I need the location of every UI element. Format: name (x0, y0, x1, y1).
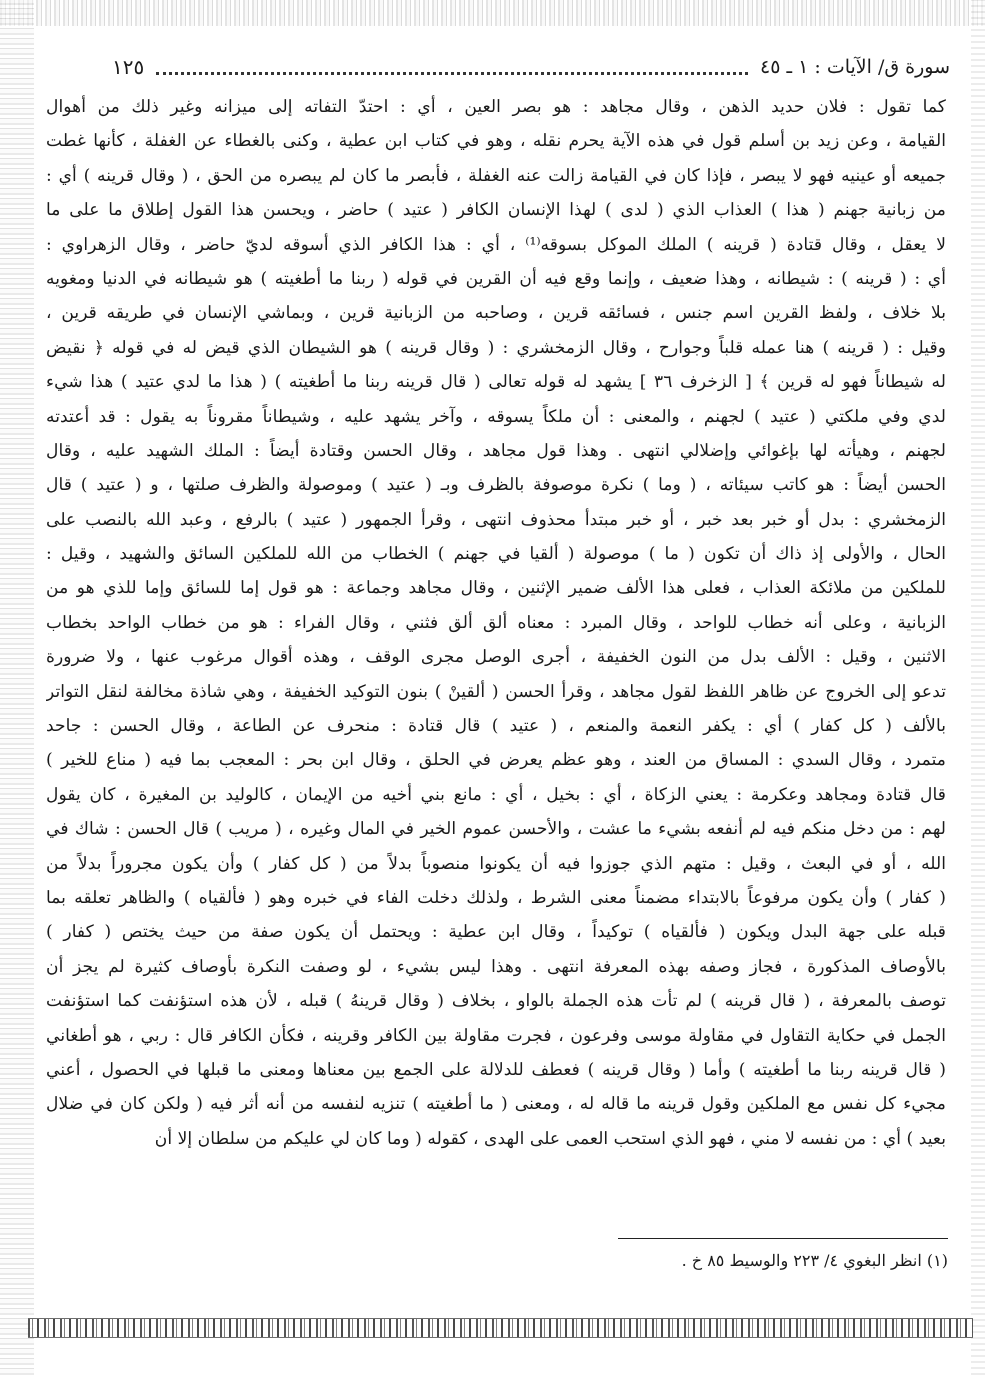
body-line: للملكين من ملائكة العذاب ، فعلى هذا الألف ضمير الإثنين ، وقال مجاهد وجماعة : هو قول إما للسائق وإما للذي هو من (46, 578, 946, 599)
body-line: وقيل : ( قرينه ) هنا عمله قلباً وجوارح ، وقال الزمخشري : ( وقال قرينه ) هو الشيطان الذي قيض له في قوله ﴿ نقيض (46, 337, 946, 358)
body-line: الاثنين ، وقيل : الألف بدل من النون الخفيفة ، أجرى الوصل مجرى الوقف ، وهذه أقوال مرغوب عنها ، ولا ضرورة (46, 647, 946, 668)
body-line: متمرد ، وقال السدي : المساق من العند ، وهو عظم يعرض في الحلق ، وقال ابن بحر : المعجب بما فيه ( مناع للخير ) (46, 750, 946, 771)
body-line: الزمخشري : بدل أو خبر بعد خبر ، أو خبر مبتدأ محذوف انتهى ، وقرأ الجمهور ( عتيد ) بالرفع ، وعبد الله بالنصب على (46, 509, 946, 530)
body-line: لجهنم ، وهيأته لها بإغوائي وإضلالي انتهى . وهذا قول مجاهد ، وقال الحسن وقتادة أيضاً : الملك الشهيد عليه ، وقال (46, 440, 946, 461)
body-line: الحسن أيضاً : هو كاتب سيئاته ، ( وما ) نكرة موصوفة بالظرف وبـ ( عتيد ) وموصولة والظرف صلتها ، و ( عتيد ) قال (46, 475, 946, 496)
footnote-rule (618, 1238, 948, 1239)
running-header (112, 52, 950, 82)
body-line: كما تقول : فلان حديد الذهن ، وقال مجاهد : هو بصر العين ، أي : احتدّ التفاته إلى ميزانه وغير ذلك من أهوال (46, 97, 946, 117)
body-line: لهم : من دخل منكم فيه لم أنفعه بشيء ما عشت ، والأحسن عموم الخير في المال وغيره ، ( مريب ) قال الحسن : شاك في (46, 819, 946, 840)
body-line: لا يعقل ، وقال قتادة ( قرينه ) الملك الموكل بسوقه⁽¹⁾ ، أي : هذا الكافر الذي أسوقه لديّ حاضر ، وقال الزهراوي : (46, 234, 946, 255)
page-number: ١٢٥ (112, 55, 145, 79)
top-border-ornament (0, 0, 985, 26)
left-border-ornament (0, 0, 34, 1375)
body-line: لدي وفي ملكتي ( عتيد ) لجهنم ، والمعنى : أن ملكاً يسوقه ، وآخر يشهد عليه ، وشيطاناً مقروناً به يقول : قد أعتدته (46, 406, 946, 427)
body-line: أي : ( قرينه ) : شيطانه ، وهذا ضعيف ، وإنما وقع فيه أن القرين في قوله ( ربنا ما أطغيته ) هو شيطانه في الدنيا ومغويه (46, 268, 946, 289)
body-line: قبله على جهة البدل ويكون ( فألقياه ) توكيداً ، وقال ابن عطية : ويحتمل أن يكون صفة من حيث يختص ( كفار ) (46, 922, 946, 943)
body-line: بالألف ( كل كفار ) أي : يكفر النعمة والمنعم ، ( عتيد ) قال قتادة : منحرف عن الطاعة ، وقال الحسن : جاحد (46, 716, 946, 737)
body-line: ( قال قرينه ربنا ما أطغيته ) وأما ( وقال قرينه ) فعطف للدلالة على الجمع بين معناها ومعنى ما قبلها في الحصول ، أعني (46, 1059, 946, 1080)
footnote: (١) انظر البغوي ٤/ ٢٢٣ والوسيط ٨٥ خ . (681, 1251, 948, 1270)
body-line: مجيء كل نفس مع الملكين وقول قرينه ما قاله له ، ومعنى ( ما أطغيته ) تنزيه لنفسه من أنه أثر فيه ( ولكن كان في ضلال (46, 1094, 946, 1115)
body-line: بلا خلاف ، ولفظ القرين اسم جنس ، فسائقه قرين ، وصاحبه من الزبانية قرين ، وبماشي الإنسان في طريقه قرين ، (46, 303, 946, 324)
body-line: الجمل في حكاية التقاول في مقاولة موسى وفرعون ، فجرت مقاولة بين الكافر وقرينه ، فكأن الكافر قال : ربي ، هو أطغاني (46, 1025, 946, 1046)
body-line: الحال ، والأولى إذ ذاك أن تكون ( ما ) موصولة ( ألقيا في جهنم ) الخطاب من الله للملكين السائق والشهيد ، وقيل : (46, 544, 946, 565)
header-dot-leader (156, 60, 748, 75)
right-border-ornament (971, 0, 985, 1375)
body-line: توصف بالمعرفة ، ( قال قرينه ) لم تأت هذه الجملة بالواو ، بخلاف ( وقال قرينهُ ) قبله ، لأن هذه استؤنفت كما استؤنفت (46, 991, 946, 1012)
bottom-border-ornament (28, 1318, 973, 1338)
body-line: قال قتادة ومجاهد وعكرمة : يعني الزكاة ، أي : بخيل ، أي : مانع بني أخيه من الإيمان ، كالوليد بن المغيرة ، كان يقول (46, 784, 946, 805)
body-line: جميعه أو عينيه فهو لا يبصر ، فإذا كان في القيامة زالت عنه الغفلة ، فأبصر ما كان لم يبصره من الحق ، ( وقال قرينه ) أي : (46, 165, 946, 186)
body-line: بعيد ) أي : من نفسه لا مني ، فهو الذي استحب العمى على الهدى ، كقوله ( وما كان لي عليكم من سلطان إلا أن (154, 1128, 946, 1149)
body-line: القيامة ، وعن زيد بن أسلم قول في هذه الآية يحرم نقله ، وهو في كتاب ابن عطية ، وكنى بالغطاء عن الغفلة ، كأنها غطت (46, 131, 946, 152)
body-text (46, 90, 946, 1156)
body-line: من زبانية جهنم ( هذا ) العذاب الذي ( لدى ) لهذا الإنسان الكافر ( عتيد ) حاضر ، ويحسن هذا القول إطلاق ما على ما (46, 200, 946, 221)
body-line: ( كفار ) وأن يكون مرفوعاً بالابتداء مضمناً معنى الشرط ، ولذلك دخلت الفاء في خبره وهو ( فألقياه ) والظاهر تعلقه بما (46, 887, 946, 908)
body-line: له شيطاناً فهو له قرين ﴾ [ الزخرف ٣٦ ] يشهد له قوله تعالى ( قال قرينه ربنا ما أطغيته ) ( هذا ما لدي عتيد ) هذا شيء (46, 372, 946, 393)
body-line: تدعو إلى الخروج عن ظاهر اللفظ لقول مجاهد ، وقرأ الحسن ( ألقينْ ) بنون التوكيد الخفيفة ، وهي شاذة مخالفة لنقل التواتر (46, 681, 946, 702)
body-line: الله ، أو في البعث ، وقيل : متهم الذي جوزوا فيه أن يكونوا منصوباً بدلاً من ( كل كفار ) وأن يكون مجروراً بدلاً من (46, 853, 946, 874)
body-line: بالأوصاف المذكورة ، فجاز وصفه بهذه المعرفة انتهى . وهذا ليس بشيء ، لو وصفت النكرة بأوصاف كثيرة لم يجز أن (46, 956, 946, 977)
body-line: الزبانية ، وعلى أنه خطاب للواحد ، وقال المبرد : معناه ألق ألق فثني ، وقال الفراء : هو من خطاب الواحد بخطاب (46, 612, 946, 633)
header-title: سورة ق/ الآيات : ١ ـ ٤٥ (760, 56, 950, 78)
